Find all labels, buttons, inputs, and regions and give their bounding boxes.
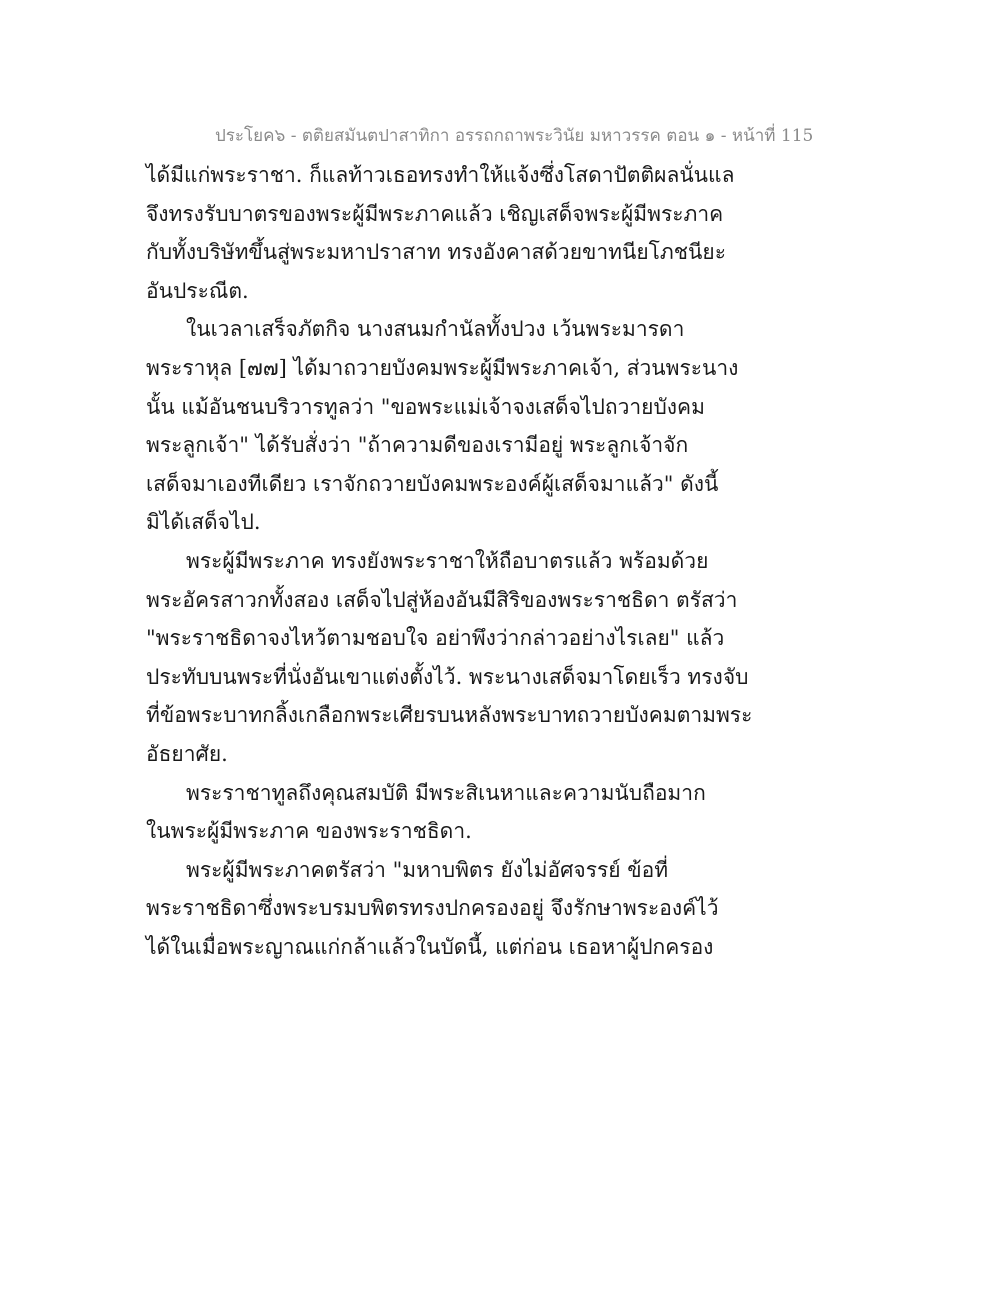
running-header: ประโยค๖ - ตติยสมันตปาสาทิกา อรรถกถาพระวินัย มหาวรรค ตอน ๑ - หน้าที่ 115 — [215, 126, 814, 146]
text-line: พระราหุล [๗๗] ได้มาถวายบังคมพระผู้มีพระภาคเจ้า, ส่วนพระนาง — [146, 355, 739, 380]
text-line: ได้มีแก่พระราชา. ก็แลท้าวเธอทรงทำให้แจ้งซึ่งโสดาปัตติผลนั่นแล — [146, 163, 735, 187]
text-line: ที่ข้อพระบาทกลิ้งเกลือกพระเศียรบนหลังพระบาทถวายบังคมตามพระ — [146, 703, 753, 728]
paragraph-start-line: พระราชาทูลถึงคุณสมบัติ มีพระสิเนหาและความนับถือมาก — [186, 780, 706, 805]
text-line: พระลูกเจ้า" ได้รับสั่งว่า "ถ้าความดีของเรามีอยู่ พระลูกเจ้าจัก — [146, 433, 689, 458]
text-line: พระราชธิดาซึ่งพระบรมบพิตรทรงปกครองอยู่ จึงรักษาพระองค์ไว้ — [146, 896, 719, 921]
paragraph-start-line: พระผู้มีพระภาคตรัสว่า "มหาบพิตร ยังไม่อัศจรรย์ ข้อที่ — [186, 857, 669, 882]
text-line: "พระราชธิดาจงไหว้ตามชอบใจ อย่าพึงว่ากล่าวอย่างไรเลย" แล้ว — [146, 626, 725, 651]
text-line: พระอัครสาวกทั้งสอง เสด็จไปสู่ห้องอันมีสิริของพระราชธิดา ตรัสว่า — [146, 587, 738, 612]
text-line: เสด็จมาเองทีเดียว เราจักถวายบังคมพระองค์ผู้เสด็จมาแล้ว" ดังนี้ — [146, 471, 719, 496]
text-line: มิได้เสด็จไป. — [146, 510, 261, 535]
text-line: อันประณีต. — [146, 278, 249, 303]
body-text — [146, 156, 753, 966]
paragraph-start-line: พระผู้มีพระภาค ทรงยังพระราชาให้ถือบาตรแล้ว พร้อมด้วย — [186, 548, 709, 573]
paragraph-start-line: ในเวลาเสร็จภัตกิจ นางสนมกำนัลทั้งปวง เว้นพระมารดา — [186, 317, 685, 342]
text-line: ในพระผู้มีพระภาค ของพระราชธิดา. — [146, 819, 472, 844]
text-line: ประทับบนพระที่นั่งอันเขาแต่งตั้งไว้. พระนางเสด็จมาโดยเร็ว ทรงจับ — [146, 664, 749, 689]
text-line: กับทั้งบริษัทขึ้นสู่พระมหาปราสาท ทรงอังคาสด้วยขาทนียโภชนียะ — [146, 240, 726, 265]
text-line: นั้น แม้อันชนบริวารทูลว่า "ขอพระแม่เจ้าจงเสด็จไปถวายบังคม — [146, 394, 705, 419]
text-line: อัธยาศัย. — [146, 741, 228, 766]
text-line: จึงทรงรับบาตรของพระผู้มีพระภาคแล้ว เชิญเสด็จพระผู้มีพระภาค — [146, 201, 724, 226]
text-line: ได้ในเมื่อพระญาณแก่กล้าแล้วในบัดนี้, แต่ก่อน เธอหาผู้ปกครอง — [146, 934, 714, 959]
